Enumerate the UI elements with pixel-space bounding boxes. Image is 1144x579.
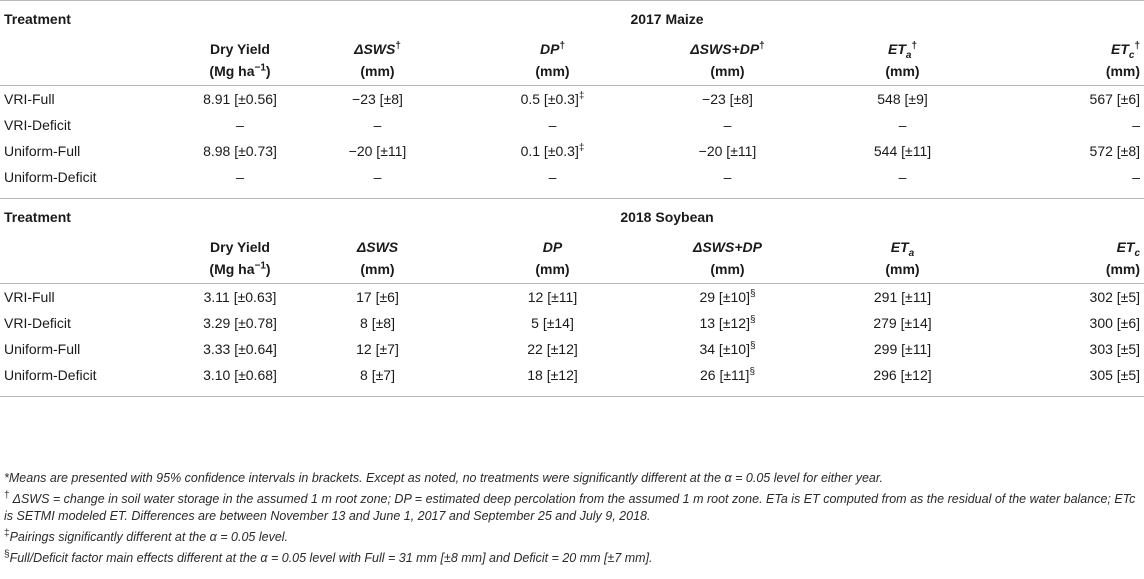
table-row [0, 310, 1144, 336]
column-header: $ET_a^\dagger$ (mm) [885, 40, 920, 79]
table-cell: 12 [±11] [527, 289, 578, 305]
column-header: ΔSWS† (mm) [354, 40, 401, 79]
column-header: $ET_c^\dagger$ (mm) [1105, 40, 1141, 79]
table-cell: 3.11 [±0.63] [203, 289, 277, 305]
table-cell: – [723, 117, 732, 133]
table-cell: – [236, 117, 244, 133]
table-cell: 567 [±6] [1089, 91, 1141, 107]
table-row [0, 138, 1144, 164]
treatment-name: Uniform-Full [4, 143, 81, 159]
treatment-name: Uniform-Full [4, 341, 81, 357]
table-cell: −23 [±8] [702, 91, 753, 107]
table-cell: 8 [±7] [360, 367, 395, 383]
table-cell: – [1132, 117, 1141, 133]
section-header [0, 199, 1144, 236]
table-cell: – [898, 117, 907, 133]
treatment-label: Treatment [4, 11, 71, 27]
treatment-label: Treatment [4, 209, 71, 225]
table-cell: 0.1 [±0.3]‡ [520, 142, 585, 159]
column-header: DP† (mm) [535, 40, 570, 79]
table-cell: 26 [±11]§ [699, 366, 756, 383]
column-header: ΔSWS+DP (mm) [693, 239, 762, 277]
table-cell: 34 [±10]§ [699, 340, 756, 357]
footnote-4: §Full/Deficit factor main effects different at the α = 0.05 level with Full = 31 mm [±8 mm] and Deficit = 20 mm [±7 mm]. [4, 548, 653, 565]
table-cell: 5 [±14] [531, 315, 574, 331]
table-cell: 3.29 [±0.78] [203, 315, 277, 331]
table-cell: 300 [±6] [1089, 315, 1141, 331]
footnote-1: *Means are presented with 95% confidence intervals in brackets. Except as noted, no treatments were significantly different at the α = 0.05 level for either year. [4, 471, 884, 485]
table-cell: – [373, 169, 382, 185]
table-footnotes [4, 470, 1140, 571]
table-cell: 13 [±12]§ [699, 314, 756, 331]
table-cell: – [548, 117, 557, 133]
table-cell: 8.91 [±0.56] [203, 91, 277, 107]
table-cell: −20 [±11] [698, 143, 757, 159]
treatment-name: VRI-Deficit [4, 117, 71, 133]
column-header: $ET_c$ (mm) [1105, 239, 1141, 277]
table-cell: 302 [±5] [1089, 289, 1141, 305]
table-row [0, 336, 1144, 362]
table-row [0, 284, 1144, 311]
column-header: ΔSWS+DP† (mm) [690, 40, 765, 79]
section-title: 2017 Maize [630, 11, 704, 27]
table-cell: – [548, 169, 557, 185]
table-row [0, 112, 1144, 138]
table-cell: 3.33 [±0.64] [203, 341, 277, 357]
table-cell: 548 [±9] [877, 91, 928, 107]
table-cell: 296 [±12] [873, 367, 932, 383]
table-cell: 572 [±8] [1089, 143, 1141, 159]
table-cell: 17 [±6] [356, 289, 399, 305]
table-cell: 279 [±14] [873, 315, 932, 331]
table-bottom-rule [0, 397, 1144, 398]
treatment-name: VRI-Full [4, 91, 55, 107]
table-cell: 12 [±7] [356, 341, 399, 357]
table-cell: 29 [±10]§ [699, 288, 756, 305]
table-cell: 22 [±12] [527, 341, 578, 357]
table-cell: – [373, 117, 382, 133]
column-header: Dry Yield (Mg $ha^{-1}$) [209, 41, 271, 79]
treatment-name: VRI-Deficit [4, 315, 71, 331]
column-header: Dry Yield (Mg $ha^{-1}$) [209, 239, 271, 277]
column-header-row [0, 235, 1144, 284]
table-cell: 8.98 [±0.73] [203, 143, 277, 159]
table-cell: 8 [±8] [360, 315, 395, 331]
treatment-name: Uniform-Deficit [4, 367, 97, 383]
table-cell: 18 [±12] [527, 367, 578, 383]
table-cell: 305 [±5] [1089, 367, 1141, 383]
table-cell: – [723, 169, 732, 185]
table-cell: – [898, 169, 907, 185]
footnote-2: † ΔSWS = change in soil water storage in the assumed 1 m root zone; DP = estimated deep percolation from the assumed 1 m root zone. ETa is ET computed from as the residual of the water balance; ETc is SETMI modeled ET. Differences are between November 13 and June 1, 2017 and September 25 and July 9, 2018. [4, 489, 1136, 523]
section-title: 2018 Soybean [620, 209, 714, 225]
table-cell: −20 [±11] [348, 143, 407, 159]
treatment-name: Uniform-Deficit [4, 169, 97, 185]
table-row [0, 164, 1144, 190]
column-header: ΔSWS (mm) [356, 239, 399, 277]
table-row [0, 362, 1144, 388]
table-cell: 291 [±11] [873, 289, 932, 305]
table-cell: 303 [±5] [1089, 341, 1141, 357]
table-cell: – [1132, 169, 1141, 185]
section-header [0, 1, 1144, 38]
table-cell: 544 [±11] [873, 143, 932, 159]
table-cell: 299 [±11] [873, 341, 932, 357]
table-cell: −23 [±8] [352, 91, 403, 107]
column-header: $ET_a$ (mm) [885, 239, 920, 277]
table-cell: 3.10 [±0.68] [203, 367, 277, 383]
footnote-3: ‡Pairings significantly different at the α = 0.05 level. [4, 527, 289, 544]
column-header: DP (mm) [535, 239, 570, 277]
column-header-row [0, 37, 1144, 86]
table-row [0, 86, 1144, 113]
table-cell: 0.5 [±0.3]‡ [520, 90, 585, 107]
table-cell: – [236, 169, 244, 185]
treatment-name: VRI-Full [4, 289, 55, 305]
